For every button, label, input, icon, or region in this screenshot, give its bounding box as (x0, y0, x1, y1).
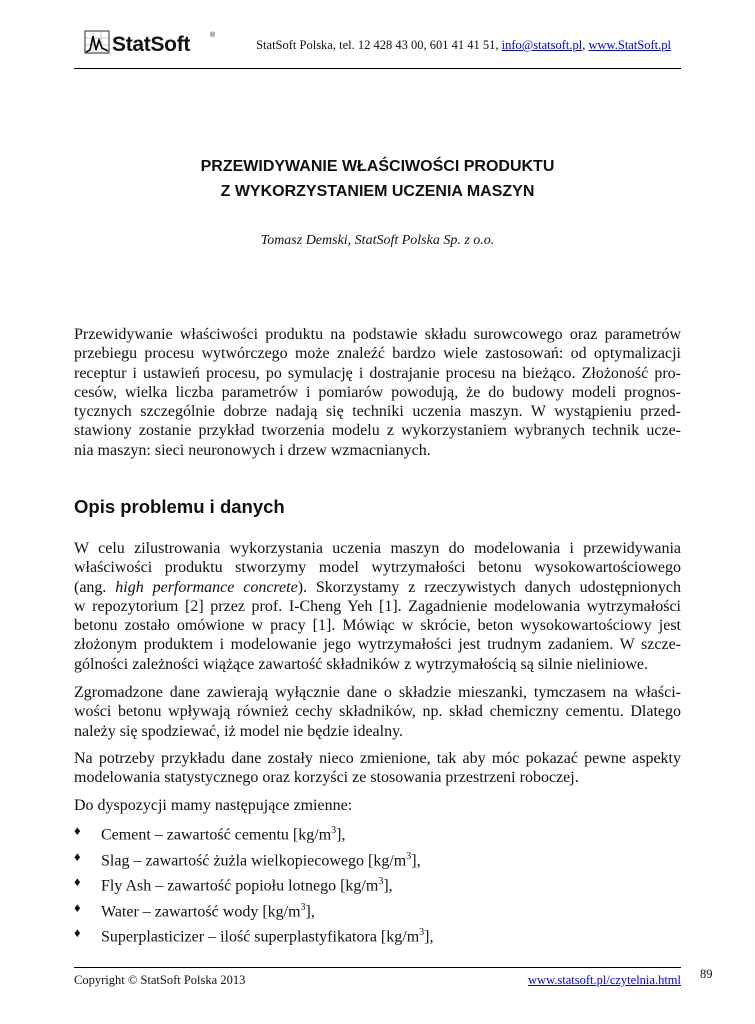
abstract-line: tycznych szczególnie dobrze nadają się techniki uczenia maszyn. W wystąpieniu przed- (74, 403, 681, 421)
paragraph-line: należy się spodziewać, iż model nie będzie idealny. (74, 722, 404, 740)
paragraph-line: Na potrzeby przykładu dane zostały nieco zmienione, tak aby móc pokazać pewne aspekty (74, 750, 681, 767)
superscript: 3 (406, 850, 412, 862)
variable-tail: ], (424, 928, 434, 946)
abstract-line: przebiegu procesu wytwórczego może znaleźć bardzo wiele zastosowań: od optymalizacji (74, 345, 681, 363)
page-footer (74, 967, 681, 990)
page-number: 89 (700, 967, 713, 981)
page-header (74, 22, 681, 69)
header-contact (256, 38, 671, 53)
body-paragraph-4 (74, 796, 681, 815)
paragraph-line: złożonym produktem i modelowanie jego wytrzymałości jest trudnym zadaniem. W szcze- (74, 636, 681, 654)
superscript: 3 (419, 927, 425, 938)
list-item (74, 846, 433, 872)
variable-text: Superplasticizer – ilość superplastyfikatora [kg/m (101, 928, 420, 946)
paragraph-line: gólności zależności wiążące zawartość składników z wytrzymałością są silnie nieliniowe. (74, 655, 649, 673)
paragraph-fragment: (ang. (74, 578, 116, 596)
paragraph-line: modelowania statystycznego oraz korzyści ze stosowania przestrzeni roboczej. (74, 769, 579, 787)
abstract-line: stawiony zostanie przykład tworzenia modelu z wykorzystaniem wybranych technik ucze- (74, 422, 681, 440)
variable-tail: ], (336, 826, 346, 844)
reading-room-link[interactable]: www.statsoft.pl/czytelnia.html (528, 973, 681, 987)
list-item (74, 922, 433, 948)
title-line-1: PRZEWIDYWANIE WŁAŚCIWOŚCI PRODUKTU (200, 158, 555, 175)
article-title (74, 154, 681, 204)
diamond-bullet-icon: ♦ (74, 925, 81, 940)
superscript: 3 (331, 825, 337, 836)
variable-text: Cement – zawartość cementu [kg/m (101, 826, 332, 844)
abstract-line: Przewidywanie właściwości produktu na podstawie składu surowcowego oraz parametrów (74, 326, 681, 343)
superscript: 3 (300, 901, 306, 913)
diamond-bullet-icon: ♦ (74, 848, 81, 864)
list-item (74, 871, 433, 897)
diamond-bullet-icon: ♦ (74, 874, 81, 889)
superscript: 3 (378, 876, 384, 887)
paragraph-line (74, 578, 681, 597)
paragraph-line: betonu zostało omówione w pracy [1]. Mówiąc w skrócie, beton wysokowartościowy jest (74, 617, 681, 635)
paragraph-line: właściwości produktu stworzymy model wytrzymałości betonu wysokowartościowego (74, 559, 681, 577)
diamond-bullet-icon: ♦ (74, 823, 81, 838)
logo-text: StatSoft (112, 33, 191, 56)
email-link[interactable]: info@statsoft.pl (501, 38, 583, 52)
body-paragraph-1 (74, 539, 681, 674)
statsoft-logo (84, 30, 214, 56)
author-line: Tomasz Demski, StatSoft Polska Sp. z o.o. (260, 233, 495, 248)
variable-text: Slag – zawartość żużla wielkopiecowego [kg/m (101, 851, 407, 869)
variable-text: Fly Ash – zawartość popiołu lotnego [kg/m (101, 877, 379, 895)
list-item (74, 897, 433, 923)
body-paragraph-3 (74, 749, 681, 788)
variable-tail: ], (383, 877, 393, 895)
contact-separator: , (582, 38, 589, 52)
emphasis-term: high performance concrete (115, 578, 298, 596)
paragraph-line: wości betonu wpływają również cechy składników, np. skład chemiczny cementu. Dlatego (74, 703, 681, 721)
variables-list (74, 820, 433, 948)
abstract-line: nia maszyn: sieci neuronowych i drzew wzmacnianych. (74, 441, 431, 459)
paragraph-line: w repozytorium [2] przez prof. I-Cheng Yeh [1]. Zagadnienie modelowania wytrzymałości (74, 597, 681, 615)
list-item (74, 820, 433, 846)
paragraph-line: Do dyspozycji mamy następujące zmienne: (74, 797, 353, 814)
statsoft-logo-icon (84, 30, 110, 54)
logo-registered-mark: ® (210, 32, 216, 39)
variable-tail: ], (411, 851, 421, 869)
paragraph-line: W celu zilustrowania wykorzystania uczenia maszyn do modelowania i przewidywania (74, 540, 681, 557)
paragraph-line: Zgromadzone dane zawierają wyłącznie dane o składzie mieszanki, tymczasem na właści- (74, 684, 681, 701)
contact-phones: StatSoft Polska, tel. 12 428 43 00, 601 41 41 51, (256, 38, 502, 52)
copyright-text: Copyright © StatSoft Polska 2013 (74, 973, 246, 987)
diamond-bullet-icon: ♦ (74, 899, 81, 915)
variable-tail: ], (305, 902, 315, 920)
abstract-line: receptur i ustawień procesu, po symulację i dostrajanie procesu na bieżąco. Złożoność pro- (74, 364, 681, 382)
paragraph-fragment: ). Skorzystamy z rzeczywistych danych udostępnionych (297, 578, 681, 596)
title-line-2: Z WYKORZYSTANIEM UCZENIA MASZYN (220, 183, 535, 200)
website-link[interactable]: www.StatSoft.pl (588, 38, 671, 52)
abstract-paragraph (74, 325, 681, 460)
abstract-line: cesów, wielka liczba parametrów i pomiarów powodują, że do budowy modeli prognos- (74, 383, 681, 401)
variable-text: Water – zawartość wody [kg/m (101, 902, 301, 920)
body-paragraph-2 (74, 683, 681, 741)
section-heading: Opis problemu i danych (74, 496, 285, 517)
